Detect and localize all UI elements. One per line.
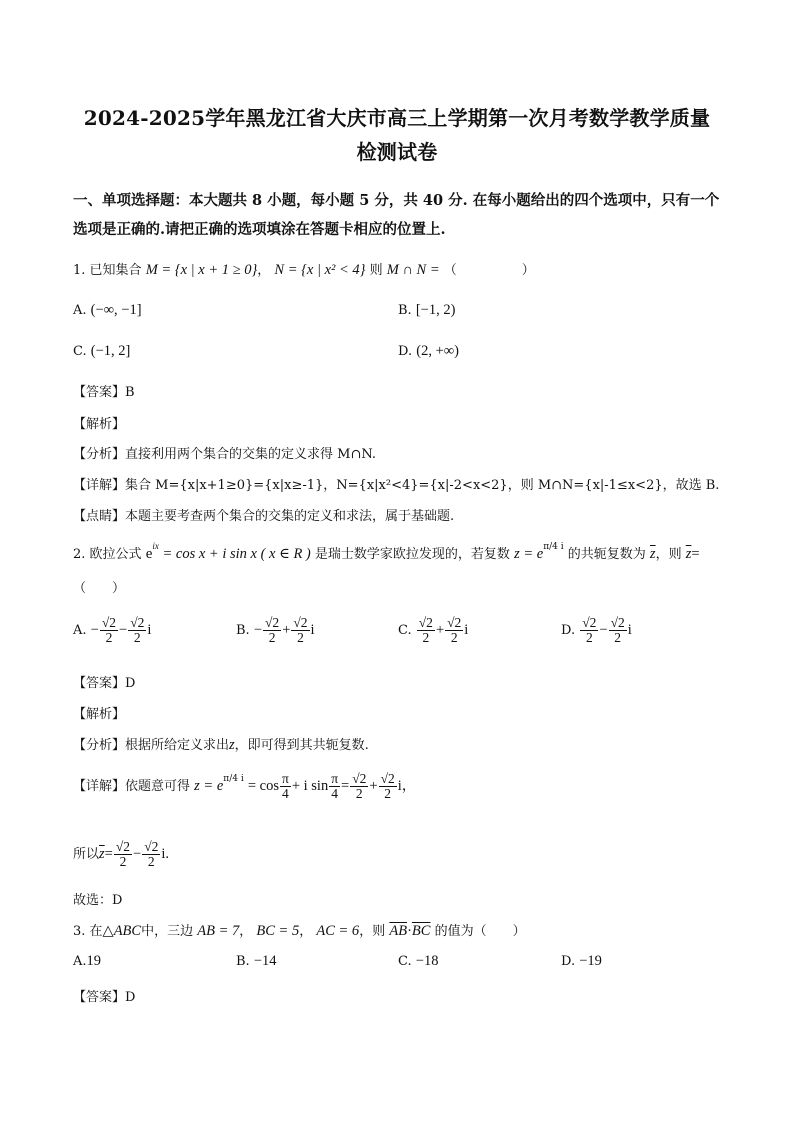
q2-choose: 故选：D: [73, 893, 123, 908]
q1-then: 则: [369, 263, 383, 278]
page-title-line1: 2024-2025学年黑龙江省大庆市高三上学期第一次月考数学教学质量: [83, 106, 711, 130]
q2-option-a: A. − $\frac{√2}{2}$ − $\frac{√2}{2}$ i: [73, 615, 152, 646]
q1-option-d: D. (2, +∞): [398, 343, 459, 359]
q2-euler-formula: = cos x + i sin x ( x ∈ R ): [158, 546, 311, 562]
q1-prefix: 1. 已知集合: [73, 263, 142, 278]
q3-answer: 【答案】D: [73, 990, 136, 1005]
q1-set-n: N = {x | x² < 4}: [274, 262, 366, 278]
q3-option-d: D. −19: [561, 953, 602, 969]
q2-euler-e: e: [145, 546, 153, 562]
q1-option-c: C. (−1, 2]: [73, 343, 131, 359]
q1-comma: ，: [257, 263, 271, 278]
q1-set-m: M = {x | x + 1 ≥ 0}: [145, 262, 258, 278]
q2-detail: 【详解】依题意可得 $z = e^{\pi/4 i} = \cos$ $\frac{\pi}{4}$ + i sin $\frac{\pi}{4}$ = $\frac{√2}{2}$ + $\frac{√2}{2}$ i，: [73, 771, 417, 802]
q1-option-a: A. (−∞, −1]: [73, 302, 142, 318]
question-2: 2. 欧拉公式 $e^{ix} = \cos x + i$ sin x ( x ∈ R ) 是瑞士数学家欧拉发现的，若复数 $z = e^{\pi/4 i}$ 的共轭复数为 $\overline{z}$，则 $\overline{z}=$: [73, 541, 700, 562]
q3-option-a: A.19: [73, 953, 102, 969]
q1-paren: （ ）: [443, 263, 535, 278]
q3-option-c: C. −18: [398, 953, 439, 969]
q2-paren: （ ）: [73, 581, 126, 596]
q1-option-b: B. [−1, 2): [398, 302, 456, 318]
q1-comment: 【点睛】本题主要考查两个集合的交集的定义和求法，属于基础题.: [73, 509, 455, 524]
q1-answer: 【答案】B: [73, 385, 135, 400]
q1-detail: 【详解】集合 M={x|x+1≥0}={x|x≥-1}，N={x|x²<4}={x|-2<x<2}，则 M∩N={x|-1≤x<2}，故选 B.: [73, 478, 720, 493]
q2-option-c: C. $\frac{√2}{2}$ + $\frac{√2}{2}$ i: [398, 615, 469, 646]
page-title-line2: 检测试卷: [356, 140, 438, 164]
q2-option-b: B. − $\frac{√2}{2}$ + $\frac{√2}{2}$ i: [236, 615, 315, 646]
q2-analysis-head: 【解析】: [73, 707, 126, 722]
q2-z-def: z = e: [514, 546, 544, 562]
question-1: [73, 259, 535, 279]
q3-option-b: B. −14: [236, 953, 277, 969]
q1-analysis: 【分析】直接利用两个集合的交集的定义求得 M∩N.: [73, 447, 377, 462]
question-3: 3. 在△ABC中，三边 AB = 7， BC = 5， AC = 6，则 $\overline{AB}\cdot\overline{BC}$ 的值为（ ）: [73, 923, 526, 939]
q2-option-d: D. $\frac{√2}{2}$ − $\frac{√2}{2}$ i: [561, 615, 632, 646]
q1-expr: M ∩ N =: [386, 262, 440, 278]
q2-analysis: 【分析】根据所给定义求出z，即可得到其共轭复数.: [73, 737, 369, 753]
q2-conclusion: 所以$\overline{z}=$ $\frac{√2}{2}$ − $\frac{√2}{2}$ i.: [73, 839, 170, 870]
section-heading: 一、单项选择题：本大题共 8 小题，每小题 5 分，共 40 分. 在每小题给出的四个选项中，只有一个选项是正确的.请把正确的选项填涂在答题卡相应的位置上.: [73, 192, 720, 238]
q2-answer: 【答案】D: [73, 676, 136, 691]
q1-analysis-head: 【解析】: [73, 417, 126, 432]
